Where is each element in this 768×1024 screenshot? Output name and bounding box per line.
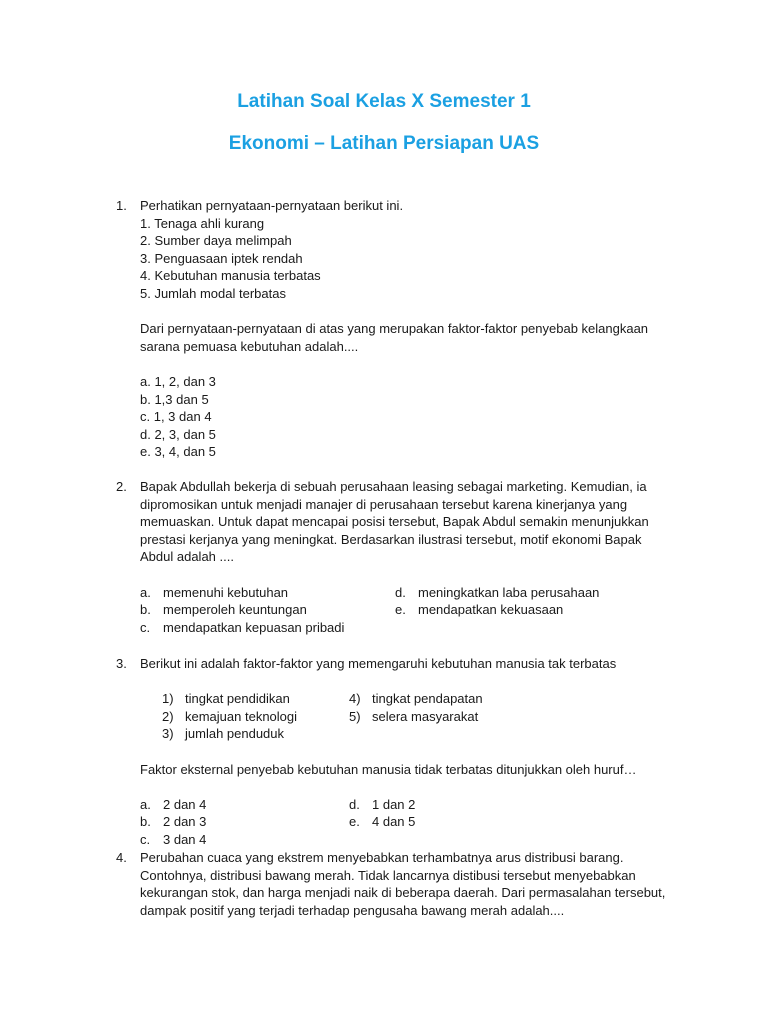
statement: 3. Penguasaan iptek rendah	[140, 250, 303, 266]
question-text: Abdul adalah ....	[140, 549, 234, 565]
factor-item: 2) kemajuan teknologi	[162, 708, 298, 724]
question-text: dampak positif yang terjadi terhadap pengusaha bawang merah adalah....	[140, 902, 565, 918]
answer-option: c. mendapatkan kepuasan pribadi	[140, 619, 345, 635]
answer-option: a. memenuhi kebutuhan	[140, 584, 289, 600]
answer-option: e. 3, 4, dan 5	[140, 444, 216, 460]
answer-option: c. 1, 3 dan 4	[140, 409, 212, 425]
question-text: Faktor eksternal penyebab kebutuhan manusia tidak terbatas ditunjukkan oleh huruf…	[140, 761, 637, 777]
answer-option: d. 2, 3, dan 5	[140, 426, 216, 442]
answer-option: e. 4 dan 5	[349, 814, 416, 830]
question-number: 4.	[116, 850, 127, 865]
question-text: sarana pemuasa kebutuhan adalah....	[140, 338, 359, 354]
answer-option: b. memperoleh keuntungan	[140, 602, 307, 618]
question-1	[116, 197, 676, 461]
answer-option: e. mendapatkan kekuasaan	[395, 602, 564, 618]
answer-option: b. 2 dan 3	[140, 814, 207, 830]
question-text: Contohnya, distribusi bawang merah. Tidak lancarnya distibusi tersebut menyebabkan	[140, 867, 636, 883]
question-number: 2.	[116, 479, 127, 494]
answer-option: d. 1 dan 2	[349, 796, 416, 812]
factor-item: 5) selera masyarakat	[349, 708, 479, 724]
statement: 1. Tenaga ahli kurang	[140, 215, 265, 231]
question-text: prestasi kerjanya yang meningkat. Berdasarkan ilustrasi tersebut, motif ekonomi Bapak	[140, 531, 642, 547]
factor-item: 1) tingkat pendidikan	[162, 691, 290, 707]
question-text: Bapak Abdullah bekerja di sebuah perusahaan leasing sebagai marketing. Kemudian, ia	[140, 479, 647, 494]
question-text: Dari pernyataan-pernyataan di atas yang merupakan faktor-faktor penyebab kelangkaan	[140, 321, 649, 337]
statement: 4. Kebutuhan manusia terbatas	[140, 268, 321, 284]
statement: 5. Jumlah modal terbatas	[140, 285, 286, 301]
question-intro: Berikut ini adalah faktor-faktor yang memengaruhi kebutuhan manusia tak terbatas	[140, 656, 617, 671]
answer-option: c. 3 dan 4	[140, 831, 207, 847]
question-text: memuaskan. Untuk dapat mencapai posisi tersebut, Bapak Abdul semakin menunjukkan	[140, 514, 649, 530]
document-subtitle: Ekonomi – Latihan Persiapan UAS	[228, 133, 540, 154]
document-title: Latihan Soal Kelas X Semester 1	[237, 91, 531, 112]
answer-option: b. 1,3 dan 5	[140, 391, 209, 407]
answer-option: d. meningkatkan laba perusahaan	[395, 584, 600, 600]
question-2	[116, 478, 676, 636]
question-text: dipromosikan untuk menjadi manajer di perusahaan tersebut karena kinerjanya yang	[140, 496, 628, 512]
question-text: kekurangan stok, dan harga menjadi naik di beberapa daerah. Dari permasalahan tersebut,	[140, 885, 666, 901]
answer-option: a. 1, 2, dan 3	[140, 373, 216, 389]
question-number: 3.	[116, 656, 127, 671]
question-3	[116, 655, 676, 849]
question-intro: Perhatikan pernyataan-pernyataan berikut ini.	[140, 198, 404, 213]
statement: 2. Sumber daya melimpah	[140, 233, 292, 249]
factor-item: 3) jumlah penduduk	[162, 726, 285, 742]
factor-item: 4) tingkat pendapatan	[349, 691, 483, 707]
question-4	[116, 849, 676, 919]
answer-option: a. 2 dan 4	[140, 796, 207, 812]
question-text: Perubahan cuaca yang ekstrem menyebabkan terhambatnya arus distribusi barang.	[140, 850, 624, 865]
question-number: 1.	[116, 198, 127, 213]
